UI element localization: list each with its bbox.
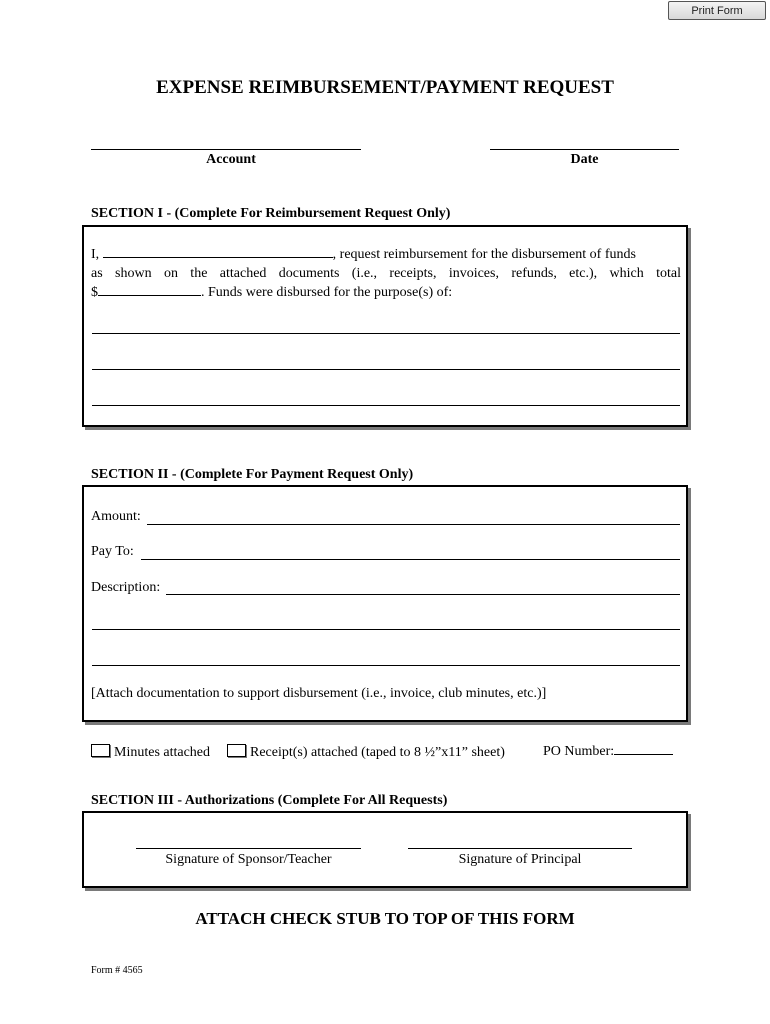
section2-box: [82, 485, 688, 722]
principal-signature-label: Signature of Principal: [458, 852, 582, 867]
date-line[interactable]: [490, 149, 679, 150]
section2-title: SECTION II - (Complete For Payment Request Only): [91, 467, 414, 482]
section3-title: SECTION III - Authorizations (Complete For All Requests): [91, 793, 448, 808]
amount-label: Amount:: [91, 509, 141, 524]
receipts-label: Receipt(s) attached (taped to 8 ½”x11” sheet): [250, 745, 505, 760]
date-label: Date: [570, 152, 599, 167]
description-label: Description:: [91, 580, 161, 595]
attach-note: [Attach documentation to support disbursement (i.e., invoice, club minutes, etc.)]: [91, 686, 547, 701]
description-line-2[interactable]: [92, 629, 680, 630]
minutes-checkbox[interactable]: [91, 744, 110, 757]
section1-line3-prefix: $: [91, 285, 98, 300]
form-number: Form # 4565: [91, 965, 143, 976]
receipts-checkbox[interactable]: [227, 744, 246, 757]
section1-title: SECTION I - (Complete For Reimbursement Request Only): [91, 206, 451, 221]
po-number-field[interactable]: [614, 754, 673, 755]
section1-line1-prefix: I,: [91, 247, 100, 262]
description-field[interactable]: [166, 594, 680, 595]
account-label: Account: [206, 152, 256, 167]
principal-signature-line[interactable]: [408, 848, 632, 849]
form-title: EXPENSE REIMBURSEMENT/PAYMENT REQUEST: [156, 77, 614, 98]
purpose-line-2[interactable]: [92, 369, 680, 370]
section1-line1-suffix: , request reimbursement for the disbursement of funds: [332, 247, 636, 262]
po-number-row: [543, 744, 673, 760]
payto-label: Pay To:: [91, 544, 134, 559]
total-amount-field[interactable]: [98, 295, 201, 296]
section1-box: [82, 225, 688, 427]
section1-line3: [91, 285, 681, 301]
description-line-3[interactable]: [92, 665, 680, 666]
print-form-button[interactable]: Print Form: [668, 1, 766, 20]
section1-line1: [91, 247, 681, 263]
amount-field[interactable]: [147, 524, 680, 525]
receipts-checkbox-row: [227, 744, 505, 761]
purpose-line-3[interactable]: [92, 405, 680, 406]
section1-line2: as shown on the attached documents (i.e., receipts, invoices, refunds, etc.), which total: [91, 266, 681, 281]
attach-check-stub-note: ATTACH CHECK STUB TO TOP OF THIS FORM: [195, 909, 575, 928]
section1-line3-suffix: . Funds were disbursed for the purpose(s) of:: [201, 285, 453, 300]
sponsor-signature-label: Signature of Sponsor/Teacher: [165, 852, 332, 867]
purpose-line-1[interactable]: [92, 333, 680, 334]
minutes-checkbox-row: [91, 744, 210, 761]
payto-field[interactable]: [141, 559, 680, 560]
name-field[interactable]: [103, 257, 333, 258]
po-number-label: PO Number:: [543, 744, 615, 759]
sponsor-signature-line[interactable]: [136, 848, 361, 849]
minutes-label: Minutes attached: [114, 745, 211, 760]
account-line[interactable]: [91, 149, 361, 150]
section3-box: [82, 811, 688, 888]
